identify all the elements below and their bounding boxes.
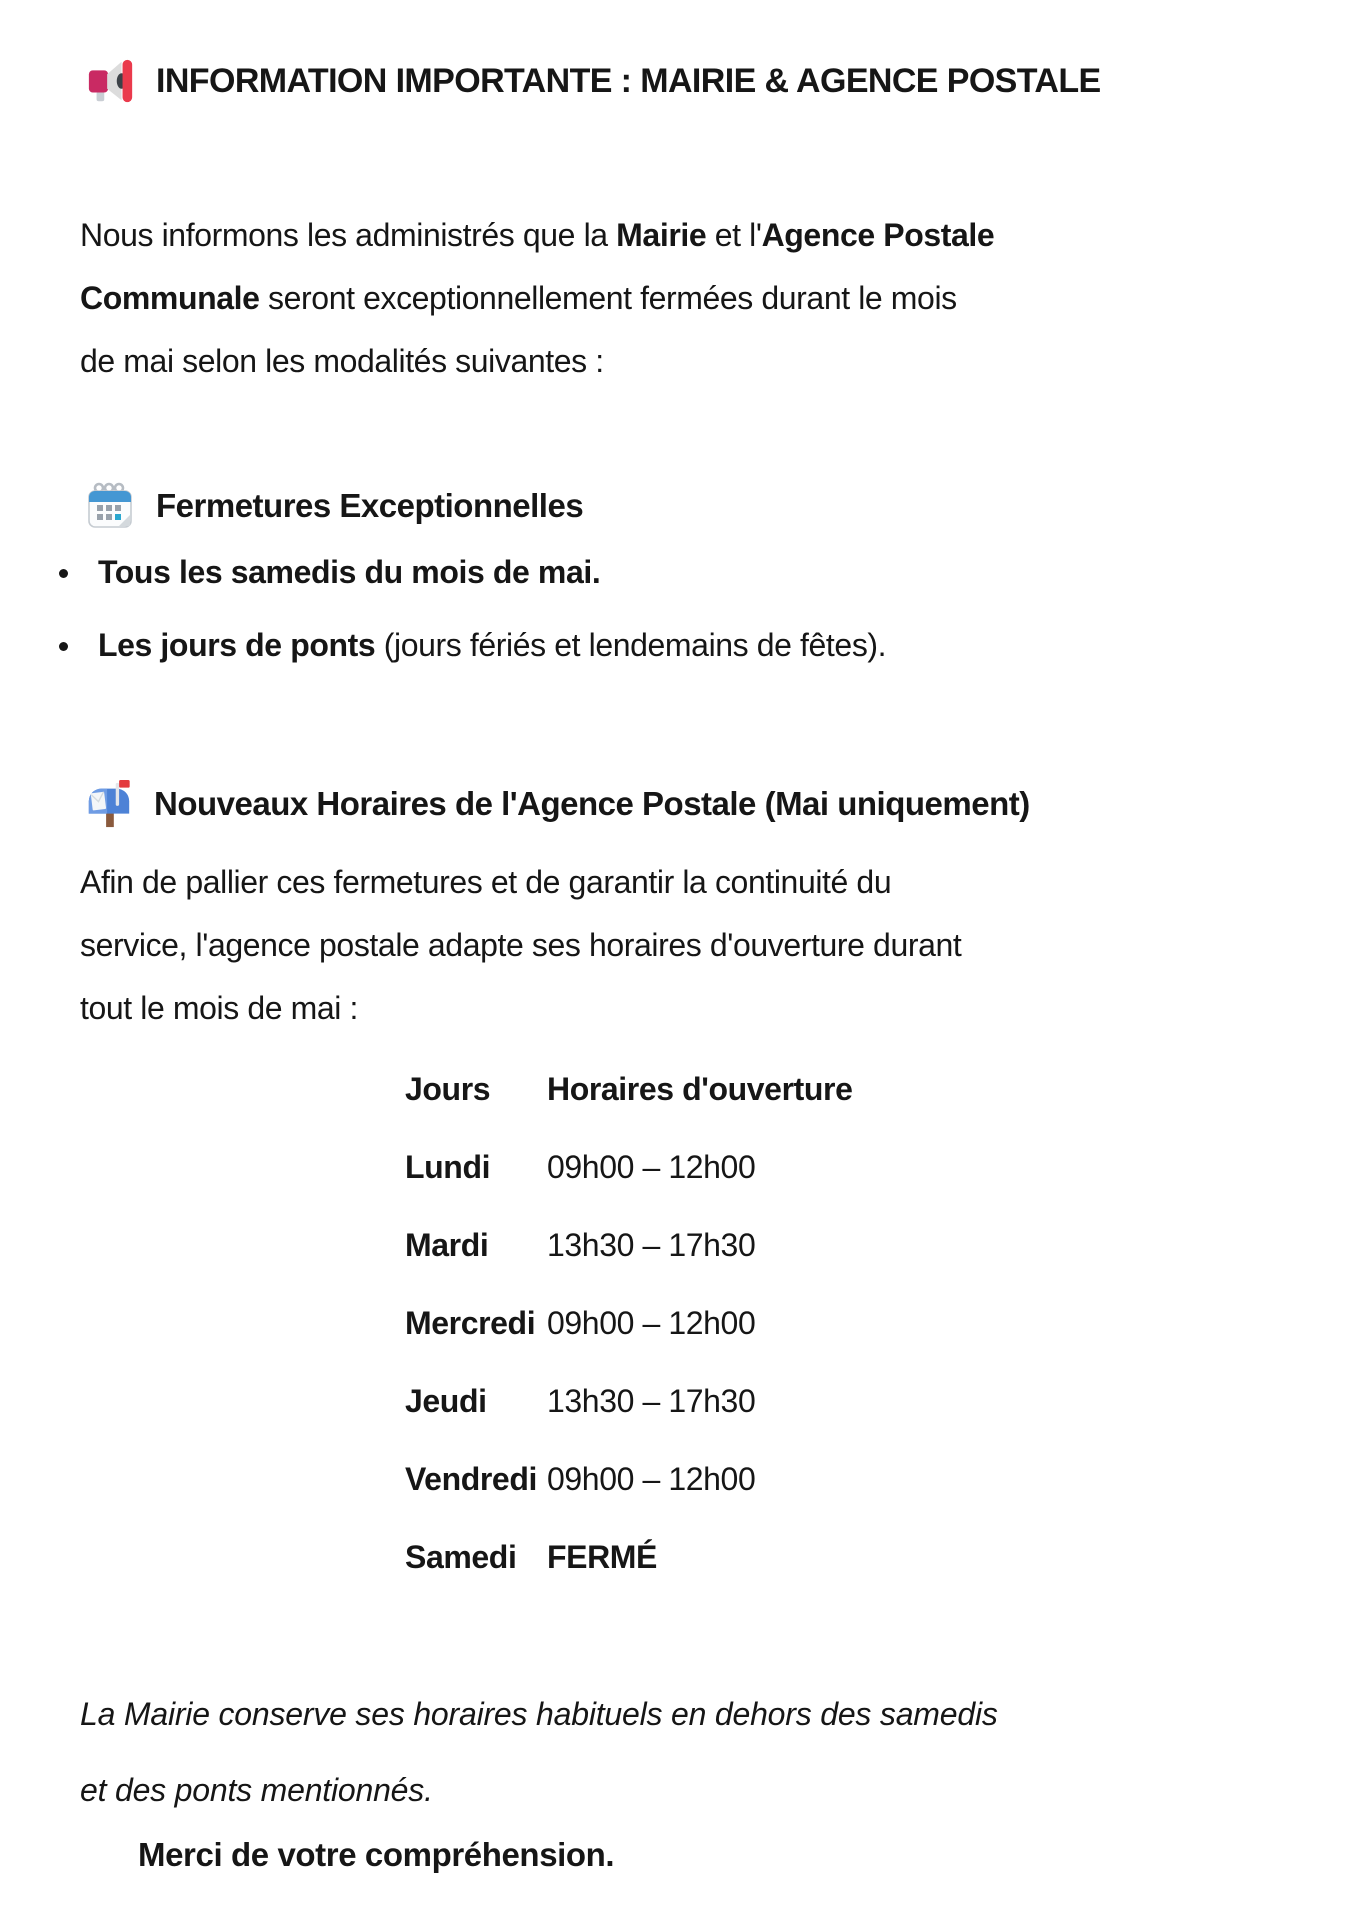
table-row-thursday [405,1362,1280,1440]
table-cell-day: Jeudi [405,1382,487,1419]
bullet-bridge-days [80,614,1280,677]
table-cell-day: Samedi [405,1538,517,1575]
closures-section-heading [84,477,1280,535]
table-cell-hours: 13h30 – 17h30 [547,1382,756,1419]
mairie-note: La Mairie conserve ses horaires habituels en dehors des samedis et des ponts mentionnés. [80,1696,998,1808]
notice-title-row [84,52,1280,110]
spiral-calendar-icon [84,480,136,532]
bullet-dot [59,569,68,578]
table-row-wednesday [405,1284,1280,1362]
table-cell-day: Mercredi [405,1304,536,1341]
bullet-saturdays-text: Tous les samedis du mois de mai. [98,554,601,590]
table-cell-hours: 13h30 – 17h30 [547,1226,756,1263]
hours-heading-text: Nouveaux Horaires de l'Agence Postale (Mai uniquement) [154,785,1030,822]
table-cell-hours: 09h00 – 12h00 [547,1148,756,1185]
bullet-saturdays [80,541,1280,604]
table-header-day: Jours [405,1070,491,1107]
table-cell-hours: 09h00 – 12h00 [547,1304,756,1341]
closures-heading-text: Fermetures Exceptionnelles [156,487,584,524]
intro-paragraph: Nous informons les administrés que la Mairie et l'Agence Postale Communale seront exceptionnellement fermées durant le mois de mai selon les modalités suivantes : [80,217,995,379]
hours-section-heading [84,775,1280,833]
table-cell-day: Vendredi [405,1460,537,1497]
table-cell-hours: 09h00 – 12h00 [547,1460,756,1497]
hours-paragraph: Afin de pallier ces fermetures et de garantir la continuité du service, l'agence postale adapte ses horaires d'ouverture durant tout le mois de mai : [80,864,962,1026]
page-title: INFORMATION IMPORTANTE : MAIRIE & AGENCE POSTALE [156,61,1101,100]
closures-bullet-list [80,541,1280,677]
table-row-tuesday [405,1206,1280,1284]
table-header-hours: Horaires d'ouverture [547,1070,853,1107]
table-row-saturday [405,1518,1280,1596]
bullet-bridge-days-text: Les jours de ponts (jours fériés et lendemains de fêtes). [98,627,887,663]
bullet-dot [59,642,68,651]
table-row-monday [405,1128,1280,1206]
table-row-friday [405,1440,1280,1518]
thanks-line: Merci de votre compréhension. [138,1836,615,1873]
table-header-row [405,1050,1280,1128]
hours-table [405,1050,1280,1596]
open-mailbox-icon [84,777,134,831]
megaphone-icon [84,56,138,106]
table-cell-hours-closed: FERMÉ [547,1538,658,1575]
table-cell-day: Mardi [405,1226,489,1263]
table-cell-day: Lundi [405,1148,491,1185]
